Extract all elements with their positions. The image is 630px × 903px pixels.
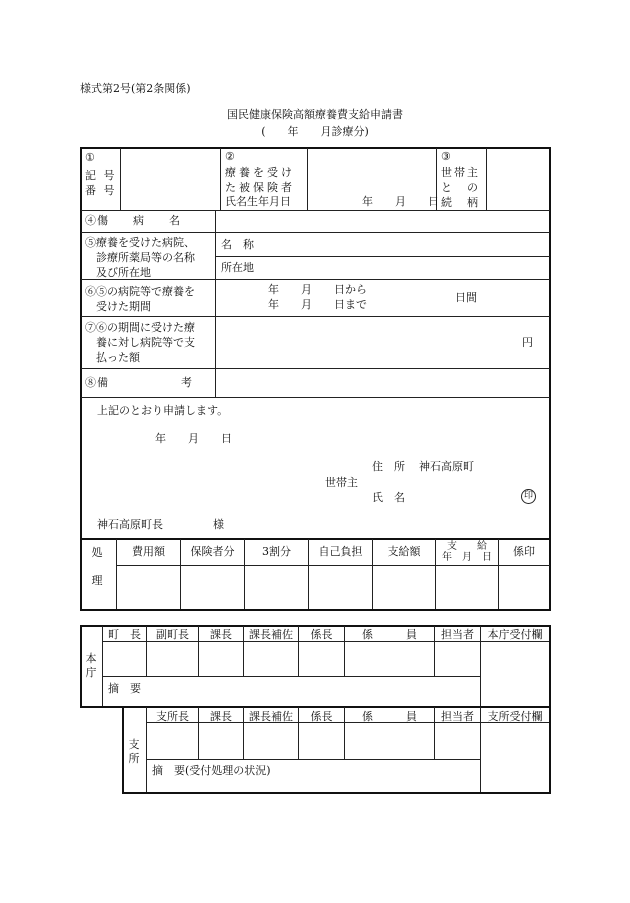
insured-person-label: 療養を受け た被保険者 (225, 166, 295, 194)
proc-header-payment-date: 支 給 年 月 日 (442, 541, 492, 563)
record-number-field[interactable] (121, 149, 219, 209)
period-from-field[interactable]: 年 月 日から (268, 283, 367, 296)
shisho-header-section-chief: 課長 (210, 710, 232, 723)
hospital-address-field[interactable] (270, 257, 549, 278)
birthdate-label: 氏名生年月日 (225, 195, 291, 208)
relation-marker: ③ (441, 150, 451, 163)
honcho-header-deputy-chief: 課長補佐 (249, 628, 293, 641)
householder-label: 世帯主 (325, 476, 358, 489)
honcho-header-unit-chief: 係長 (310, 628, 333, 641)
hospital-name-field[interactable] (270, 234, 549, 255)
shisho-header-branch-chief: 支所長 (156, 710, 189, 723)
insured-marker: ② (225, 150, 235, 163)
proc-header-payment: 支給額 (387, 545, 421, 558)
addressee-honorific: 様 (213, 518, 224, 531)
proc-header-30pct: 3割分 (262, 545, 291, 558)
birthdate-field[interactable]: 年 月 日 (362, 195, 439, 208)
name-label: 氏 名 (372, 491, 405, 504)
relation-field[interactable] (487, 149, 548, 209)
address-value[interactable]: 神石高原町 (419, 460, 474, 473)
proc-header-cost: 費用額 (132, 545, 165, 558)
form-title: 国民健康保険高額療養費支給申請書 (227, 108, 403, 121)
honcho-header-in-charge: 担当者 (441, 628, 474, 641)
period-days-label: 日間 (455, 291, 477, 304)
shisho-header-staff: 係 員 (362, 710, 417, 723)
addressee-label: 神石高原町長 (97, 518, 163, 531)
proc-header-seal: 係印 (513, 545, 535, 558)
hospital-label: ⑤療養を受けた病院、 診療所薬局等の名称 及び所在地 (85, 236, 195, 279)
shisho-reception-label: 支所受付欄 (487, 710, 543, 723)
payment-amount-field[interactable] (216, 317, 516, 367)
injury-name-field[interactable] (216, 211, 549, 231)
shisho-header-deputy-chief: 課長補佐 (249, 710, 293, 723)
payment-unit: 円 (522, 336, 533, 349)
injury-name-label: ④傷 病 名 (85, 214, 181, 227)
householder-name-field[interactable] (420, 488, 515, 506)
shisho-header-in-charge: 担当者 (441, 710, 474, 723)
processing-label: 処 理 (91, 546, 103, 587)
shisho-summary-label: 摘 要(受付処理の状況) (152, 764, 271, 777)
hospital-address-label: 所在地 (221, 261, 254, 274)
payment-label: ⑦⑥の期間に受けた療 養に対し病院等で支 払った額 (85, 321, 195, 364)
relation-label: 世帯主 と の 続 柄 (441, 166, 480, 209)
remarks-field[interactable] (216, 369, 549, 396)
form-number-label: 様式第2号(第2条関係) (80, 82, 191, 95)
honcho-reception-label: 本庁受付欄 (487, 628, 543, 641)
remarks-label: ⑧備 考 (85, 376, 193, 389)
declaration-text: 上記のとおり申請します。 (97, 404, 229, 417)
proc-header-self-pay: 自己負担 (318, 545, 363, 558)
shisho-header-unit-chief: 係長 (310, 710, 333, 723)
honcho-header-mayor: 町 長 (108, 628, 141, 641)
record-num-marker: ① (85, 151, 95, 164)
address-label: 住 所 (372, 460, 405, 473)
main-office-label: 本 庁 (85, 652, 97, 679)
proc-header-insurer: 保険者分 (190, 545, 235, 558)
honcho-header-section-chief: 課長 (210, 628, 232, 641)
honcho-header-deputy-mayor: 副町長 (156, 628, 189, 641)
seal-mark: 印 (521, 489, 536, 504)
branch-office-label: 支 所 (128, 738, 140, 765)
hospital-name-label: 名 称 (221, 238, 254, 251)
period-to-field[interactable]: 年 月 日まで (268, 298, 367, 311)
honcho-header-staff: 係 員 (362, 628, 417, 641)
period-label: ⑥⑤の病院等で療養を 受けた期間 (85, 285, 195, 313)
application-date-field[interactable]: 年 月 日 (155, 432, 232, 445)
insured-name-field[interactable] (308, 149, 435, 189)
record-number-label: 記 号 番 号 (85, 169, 117, 197)
form-subtitle: ( 年 月診療分) (261, 125, 369, 138)
honcho-summary-label: 摘 要 (108, 682, 141, 695)
